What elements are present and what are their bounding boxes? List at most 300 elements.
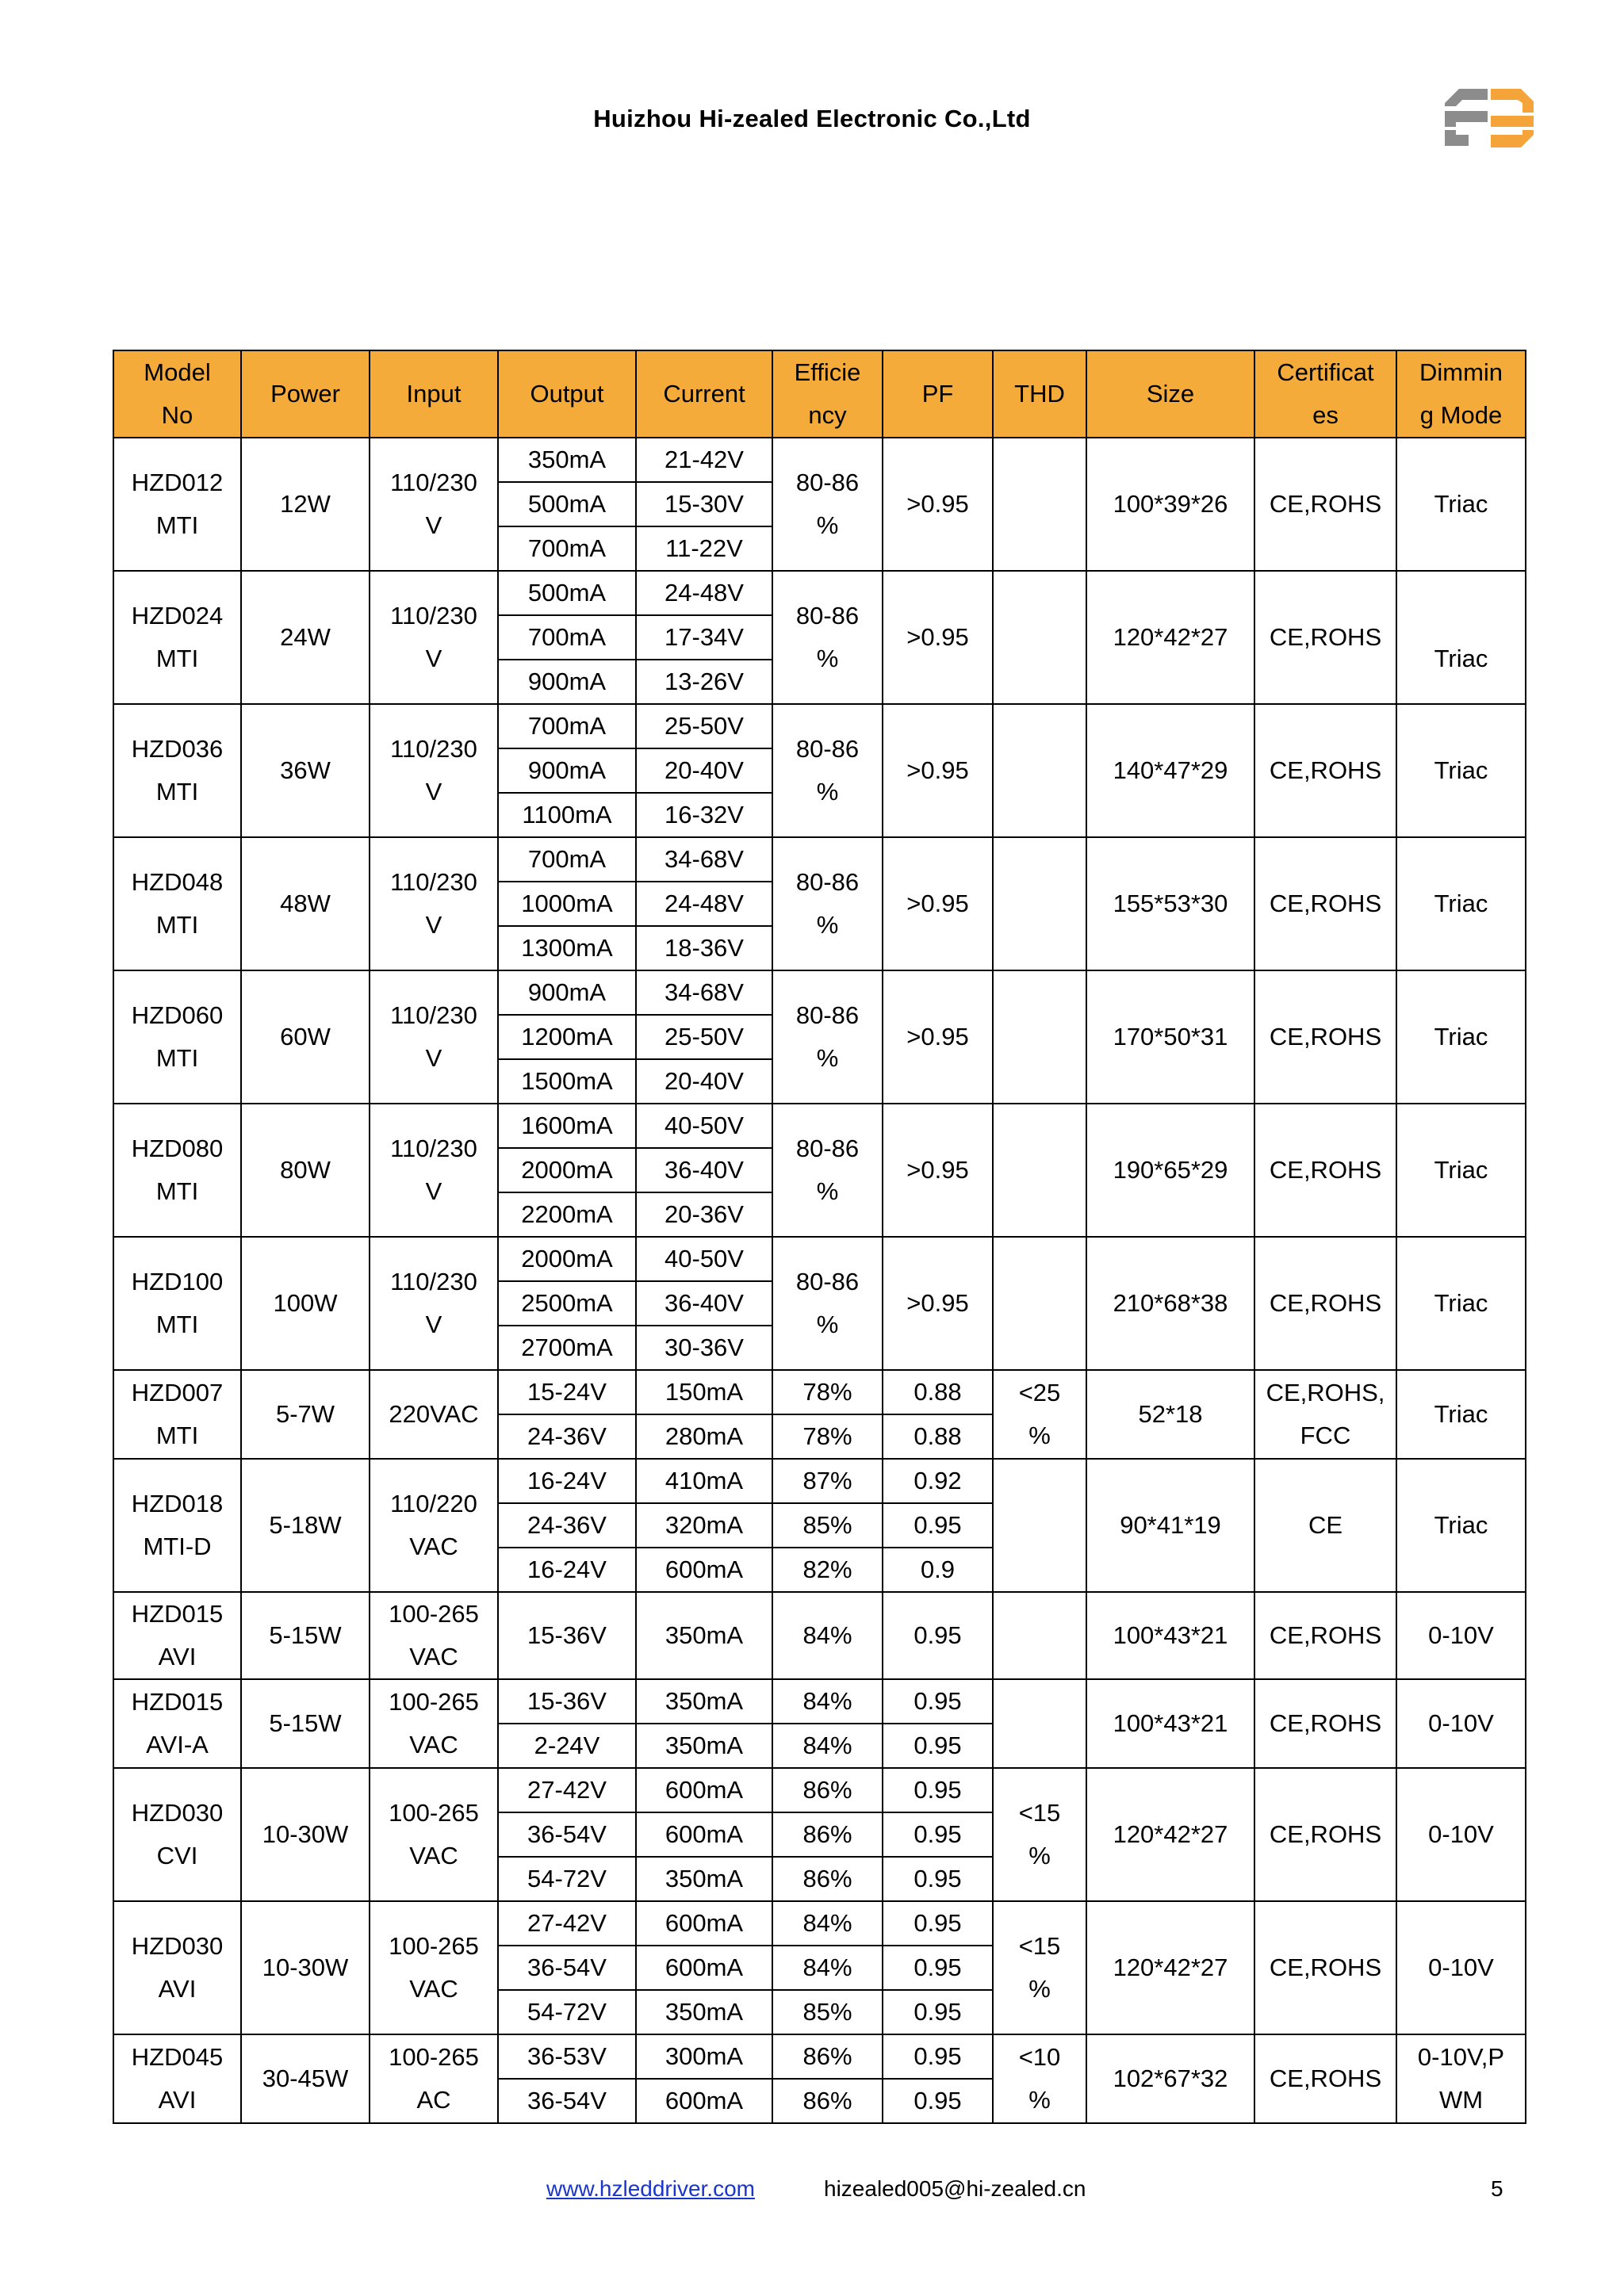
current-cell-text: 600mA xyxy=(665,1909,744,1937)
table-row xyxy=(113,438,1526,482)
current-cell-text: 40-50V xyxy=(665,1112,744,1139)
current-cell xyxy=(636,571,772,615)
table-row xyxy=(113,2034,1526,2079)
table-row xyxy=(113,571,1526,615)
efficiency-cell-text: 86% xyxy=(802,1776,852,1804)
output-cell-text: 2000mA xyxy=(521,1156,613,1184)
page-number: 5 xyxy=(1491,2176,1503,2201)
current-cell xyxy=(636,1901,772,1946)
efficiency-cell xyxy=(772,837,883,970)
dimming-mode-cell-text: 0-10V xyxy=(1428,1621,1494,1649)
efficiency-cell-text: 84% xyxy=(802,1732,852,1759)
dimming-mode-cell xyxy=(1396,1679,1526,1768)
output-cell-text: 27-42V xyxy=(527,1776,607,1804)
power-cell xyxy=(241,704,370,837)
current-cell xyxy=(636,1946,772,1990)
current-cell-text: 34-68V xyxy=(665,845,744,873)
pf-cell xyxy=(883,1370,993,1414)
input-cell xyxy=(370,704,498,837)
current-cell xyxy=(636,1592,772,1679)
dimming-mode-cell-text: Triac xyxy=(1434,645,1488,672)
input-cell-text: 110/230 V xyxy=(390,868,477,939)
size-cell-text: 120*42*27 xyxy=(1113,623,1228,651)
thd-cell xyxy=(993,1592,1086,1679)
input-cell xyxy=(370,1679,498,1768)
header-pf xyxy=(883,350,993,438)
current-cell-text: 350mA xyxy=(665,1732,744,1759)
current-cell xyxy=(636,482,772,526)
current-cell-text: 350mA xyxy=(665,1865,744,1892)
pf-cell-text: 0.95 xyxy=(914,1998,962,2026)
output-cell-text: 500mA xyxy=(527,490,607,518)
certificates-cell xyxy=(1254,1459,1396,1592)
pf-cell xyxy=(883,1237,993,1370)
efficiency-cell xyxy=(772,1990,883,2034)
company-name: Huizhou Hi-zealed Electronic Co.,Ltd xyxy=(593,105,1031,132)
thd-cell xyxy=(993,1901,1086,2034)
input-cell xyxy=(370,571,498,704)
model-cell xyxy=(113,1679,241,1768)
model-cell-text: HZD036 MTI xyxy=(131,735,224,806)
model-cell-text: HZD060 MTI xyxy=(131,1001,224,1072)
size-cell xyxy=(1086,1237,1254,1370)
power-cell xyxy=(241,571,370,704)
output-cell xyxy=(498,1946,636,1990)
efficiency-cell-text: 82% xyxy=(802,1556,852,1583)
output-cell xyxy=(498,438,636,482)
output-cell-text: 1100mA xyxy=(522,801,612,828)
size-cell xyxy=(1086,1592,1254,1679)
power-cell-text: 5-18W xyxy=(269,1511,342,1539)
output-cell-text: 36-54V xyxy=(527,2087,607,2114)
current-cell-text: 17-34V xyxy=(665,623,744,651)
current-cell-text: 11-22V xyxy=(665,534,743,562)
pf-cell-text: 0.95 xyxy=(914,1687,962,1715)
model-cell xyxy=(113,704,241,837)
efficiency-cell xyxy=(772,1857,883,1901)
thd-cell xyxy=(993,438,1086,571)
output-cell-text: 2000mA xyxy=(521,1245,613,1272)
output-cell-text: 15-36V xyxy=(527,1621,607,1649)
input-cell-text: 110/230 V xyxy=(390,1268,477,1338)
current-cell-text: 25-50V xyxy=(665,712,744,740)
current-cell xyxy=(636,882,772,926)
efficiency-cell-text: 80-86 % xyxy=(795,469,860,539)
output-cell xyxy=(498,882,636,926)
current-cell-text: 300mA xyxy=(665,2042,744,2070)
size-cell-text: 90*41*19 xyxy=(1120,1511,1221,1539)
certificates-cell xyxy=(1254,1370,1396,1459)
output-cell xyxy=(498,1148,636,1192)
input-cell-text: 100-265 VAC xyxy=(389,1932,479,2003)
current-cell-text: 30-36V xyxy=(665,1334,744,1361)
current-cell-text: 13-26V xyxy=(665,668,744,695)
output-cell xyxy=(498,1237,636,1281)
current-cell-text: 25-50V xyxy=(665,1023,744,1050)
efficiency-cell xyxy=(772,438,883,571)
pf-cell xyxy=(883,1503,993,1548)
model-cell-text: HZD024 MTI xyxy=(131,602,224,672)
efficiency-cell xyxy=(772,1503,883,1548)
certificates-cell-text: CE,ROHS xyxy=(1269,756,1382,784)
output-cell-text: 1000mA xyxy=(521,890,613,917)
efficiency-cell-text: 87% xyxy=(802,1467,852,1494)
efficiency-cell xyxy=(772,571,883,704)
output-cell-text: 36-54V xyxy=(527,1820,607,1848)
output-cell xyxy=(498,837,636,882)
output-cell xyxy=(498,615,636,660)
power-cell xyxy=(241,1104,370,1237)
power-cell xyxy=(241,1901,370,2034)
current-cell xyxy=(636,1059,772,1104)
output-cell xyxy=(498,1104,636,1148)
input-cell xyxy=(370,1370,498,1459)
dimming-mode-cell-text: Triac xyxy=(1434,890,1488,917)
efficiency-cell-text: 78% xyxy=(802,1378,852,1406)
thd-cell-text: <25 % xyxy=(1018,1379,1061,1449)
efficiency-cell-text: 86% xyxy=(802,2087,852,2114)
current-cell xyxy=(636,2034,772,2079)
output-cell-text: 700mA xyxy=(527,534,607,562)
current-cell xyxy=(636,1724,772,1768)
logo-orange-mark xyxy=(1491,89,1534,147)
current-cell xyxy=(636,1679,772,1724)
input-cell xyxy=(370,837,498,970)
website-link[interactable]: www.hzleddriver.com xyxy=(546,2176,755,2201)
input-cell xyxy=(370,1237,498,1370)
efficiency-cell xyxy=(772,704,883,837)
efficiency-cell-text: 86% xyxy=(802,1820,852,1848)
current-cell xyxy=(636,837,772,882)
model-cell-text: HZD030 CVI xyxy=(131,1799,224,1869)
size-cell xyxy=(1086,1104,1254,1237)
size-cell-text: 190*65*29 xyxy=(1113,1156,1228,1184)
power-cell xyxy=(241,2034,370,2123)
output-cell xyxy=(498,1192,636,1237)
pf-cell xyxy=(883,1946,993,1990)
header-efficiency-text: Efficie ncy xyxy=(794,358,861,429)
output-cell xyxy=(498,1015,636,1059)
thd-cell xyxy=(993,1370,1086,1459)
output-cell-text: 1300mA xyxy=(521,934,613,962)
dimming-mode-cell-text: Triac xyxy=(1434,756,1488,784)
pf-cell xyxy=(883,1857,993,1901)
certificates-cell-text: CE,ROHS xyxy=(1269,490,1382,518)
size-cell-text: 100*43*21 xyxy=(1113,1709,1228,1737)
efficiency-cell xyxy=(772,1104,883,1237)
pf-cell xyxy=(883,1414,993,1459)
output-cell-text: 700mA xyxy=(527,712,607,740)
input-cell-text: 110/230 V xyxy=(390,602,477,672)
dimming-mode-cell-text: 0-10V,P WM xyxy=(1417,2043,1505,2114)
output-cell-text: 54-72V xyxy=(527,1998,607,2026)
pf-cell-text: >0.95 xyxy=(906,1156,969,1184)
efficiency-cell-text: 86% xyxy=(802,2042,852,2070)
thd-cell xyxy=(993,1679,1086,1768)
current-cell-text: 21-42V xyxy=(665,446,744,473)
model-cell-text: HZD015 AVI-A xyxy=(131,1688,224,1758)
power-cell-text: 10-30W xyxy=(262,1954,349,1981)
current-cell xyxy=(636,1281,772,1326)
input-cell-text: 100-265 VAC xyxy=(389,1688,479,1758)
dimming-mode-cell-text: 0-10V xyxy=(1428,1954,1494,1981)
table-row xyxy=(113,1370,1526,1414)
model-cell-text: HZD080 MTI xyxy=(131,1135,224,1205)
input-cell xyxy=(370,1104,498,1237)
output-cell xyxy=(498,526,636,571)
current-cell-text: 16-32V xyxy=(665,801,744,828)
efficiency-cell xyxy=(772,2034,883,2079)
power-cell xyxy=(241,438,370,571)
company-logo xyxy=(1442,79,1537,155)
model-cell-text: HZD012 MTI xyxy=(131,469,224,539)
header-model-no-text: Model No xyxy=(144,358,211,429)
certificates-cell-text: CE,ROHS, FCC xyxy=(1266,1379,1385,1449)
current-cell-text: 350mA xyxy=(665,1621,744,1649)
output-cell-text: 900mA xyxy=(527,668,607,695)
dimming-mode-cell-text: 0-10V xyxy=(1428,1709,1494,1737)
output-cell-text: 36-53V xyxy=(527,2042,607,2070)
table-row xyxy=(113,970,1526,1015)
current-cell-text: 410mA xyxy=(665,1467,744,1494)
size-cell-text: 102*67*32 xyxy=(1113,2064,1228,2092)
header-model-no xyxy=(113,350,241,438)
table-row xyxy=(113,1104,1526,1148)
current-cell xyxy=(636,1768,772,1812)
model-cell-text: HZD015 AVI xyxy=(131,1600,224,1670)
current-cell xyxy=(636,1326,772,1370)
header-size xyxy=(1086,350,1254,438)
certificates-cell xyxy=(1254,1237,1396,1370)
output-cell xyxy=(498,970,636,1015)
output-cell xyxy=(498,571,636,615)
certificates-cell-text: CE,ROHS xyxy=(1269,1621,1382,1649)
power-cell-text: 5-15W xyxy=(269,1709,342,1737)
output-cell xyxy=(498,2079,636,2123)
current-cell xyxy=(636,615,772,660)
header-certificates-text: Certificat es xyxy=(1277,358,1374,429)
pf-cell xyxy=(883,1901,993,1946)
size-cell xyxy=(1086,438,1254,571)
model-cell-text: HZD045 AVI xyxy=(131,2043,224,2114)
thd-cell xyxy=(993,1237,1086,1370)
efficiency-cell xyxy=(772,1768,883,1812)
pf-cell xyxy=(883,1768,993,1812)
efficiency-cell-text: 80-86 % xyxy=(795,602,860,672)
dimming-mode-cell-text: Triac xyxy=(1434,1511,1488,1539)
power-cell-text: 5-15W xyxy=(269,1621,342,1649)
size-cell xyxy=(1086,704,1254,837)
dimming-mode-cell-text: Triac xyxy=(1434,1023,1488,1050)
current-cell-text: 15-30V xyxy=(665,490,744,518)
size-cell-text: 120*42*27 xyxy=(1113,1954,1228,1981)
output-cell-text: 2200mA xyxy=(521,1200,613,1228)
header-power-text: Power xyxy=(270,380,340,408)
current-cell xyxy=(636,1857,772,1901)
dimming-mode-cell xyxy=(1396,704,1526,837)
size-cell xyxy=(1086,837,1254,970)
pf-cell-text: 0.88 xyxy=(914,1378,962,1406)
certificates-cell-text: CE,ROHS xyxy=(1269,1954,1382,1981)
current-cell xyxy=(636,970,772,1015)
model-cell xyxy=(113,1901,241,2034)
dimming-mode-cell xyxy=(1396,1104,1526,1237)
size-cell-text: 100*43*21 xyxy=(1113,1621,1228,1649)
efficiency-cell-text: 80-86 % xyxy=(795,868,860,939)
table-row xyxy=(113,837,1526,882)
current-cell-text: 34-68V xyxy=(665,978,744,1006)
efficiency-cell-text: 80-86 % xyxy=(795,1135,860,1205)
header-size-text: Size xyxy=(1146,380,1195,408)
pf-cell xyxy=(883,1724,993,1768)
certificates-cell-text: CE,ROHS xyxy=(1269,1023,1382,1050)
current-cell xyxy=(636,1414,772,1459)
table-row xyxy=(113,1679,1526,1724)
efficiency-cell xyxy=(772,1901,883,1946)
pf-cell xyxy=(883,1548,993,1592)
input-cell-text: 110/220 VAC xyxy=(390,1490,477,1560)
dimming-mode-cell xyxy=(1396,837,1526,970)
size-cell-text: 155*53*30 xyxy=(1113,890,1228,917)
certificates-cell-text: CE xyxy=(1308,1511,1343,1539)
dimming-mode-cell-text: 0-10V xyxy=(1428,1820,1494,1848)
model-cell xyxy=(113,1370,241,1459)
output-cell-text: 24-36V xyxy=(527,1511,607,1539)
model-cell xyxy=(113,2034,241,2123)
efficiency-cell xyxy=(772,1459,883,1503)
output-cell xyxy=(498,2034,636,2079)
efficiency-cell-text: 80-86 % xyxy=(795,1001,860,1072)
logo-gray-mark xyxy=(1445,89,1488,146)
input-cell xyxy=(370,438,498,571)
efficiency-cell xyxy=(772,1237,883,1370)
power-cell-text: 30-45W xyxy=(262,2064,349,2092)
thd-cell xyxy=(993,2034,1086,2123)
output-cell xyxy=(498,1857,636,1901)
input-cell-text: 100-265 VAC xyxy=(389,1600,479,1670)
pf-cell xyxy=(883,970,993,1104)
current-cell-text: 600mA xyxy=(665,1954,744,1981)
power-cell xyxy=(241,970,370,1104)
model-cell xyxy=(113,837,241,970)
efficiency-cell xyxy=(772,1370,883,1414)
current-cell-text: 24-48V xyxy=(665,890,744,917)
current-cell xyxy=(636,526,772,571)
model-cell xyxy=(113,1768,241,1901)
size-cell xyxy=(1086,2034,1254,2123)
current-cell xyxy=(636,1104,772,1148)
efficiency-cell-text: 80-86 % xyxy=(795,1268,860,1338)
model-cell xyxy=(113,1104,241,1237)
power-cell xyxy=(241,1679,370,1768)
certificates-cell xyxy=(1254,1679,1396,1768)
size-cell xyxy=(1086,1901,1254,2034)
efficiency-cell-text: 84% xyxy=(802,1621,852,1649)
thd-cell-text: <15 % xyxy=(1018,1799,1061,1869)
header-dimming-mode-text: Dimmin g Mode xyxy=(1419,358,1503,429)
certificates-cell xyxy=(1254,1592,1396,1679)
dimming-mode-cell xyxy=(1396,1901,1526,2034)
certificates-cell xyxy=(1254,2034,1396,2123)
model-cell xyxy=(113,571,241,704)
dimming-mode-cell xyxy=(1396,2034,1526,2123)
certificates-cell-text: CE,ROHS xyxy=(1269,623,1382,651)
dimming-mode-cell-text: Triac xyxy=(1434,1156,1488,1184)
pf-cell-text: 0.95 xyxy=(914,1954,962,1981)
current-cell xyxy=(636,748,772,793)
output-cell xyxy=(498,926,636,970)
certificates-cell xyxy=(1254,704,1396,837)
header-output xyxy=(498,350,636,438)
dimming-mode-cell xyxy=(1396,1370,1526,1459)
output-cell xyxy=(498,704,636,748)
efficiency-cell xyxy=(772,1548,883,1592)
efficiency-cell-text: 84% xyxy=(802,1954,852,1981)
certificates-cell-text: CE,ROHS xyxy=(1269,890,1382,917)
dimming-mode-cell xyxy=(1396,1768,1526,1901)
dimming-mode-cell xyxy=(1396,970,1526,1104)
pf-cell xyxy=(883,2034,993,2079)
current-cell-text: 600mA xyxy=(665,2087,744,2114)
output-cell xyxy=(498,660,636,704)
output-cell-text: 15-24V xyxy=(527,1378,607,1406)
header-thd-text: THD xyxy=(1014,380,1065,408)
model-cell xyxy=(113,1459,241,1592)
pf-cell-text: >0.95 xyxy=(906,756,969,784)
current-cell-text: 20-40V xyxy=(665,1067,744,1095)
dimming-mode-cell-text: Triac xyxy=(1434,490,1488,518)
current-cell-text: 36-40V xyxy=(665,1289,744,1317)
pf-cell-text: 0.95 xyxy=(914,1511,962,1539)
certificates-cell xyxy=(1254,1768,1396,1901)
size-cell xyxy=(1086,571,1254,704)
size-cell xyxy=(1086,1679,1254,1768)
certificates-cell-text: CE,ROHS xyxy=(1269,1820,1382,1848)
pf-cell-text: 0.95 xyxy=(914,1621,962,1649)
size-cell-text: 52*18 xyxy=(1138,1400,1203,1428)
current-cell xyxy=(636,1370,772,1414)
output-cell xyxy=(498,1459,636,1503)
current-cell-text: 350mA xyxy=(665,1687,744,1715)
input-cell-text: 100-265 VAC xyxy=(389,1799,479,1869)
header-power xyxy=(241,350,370,438)
pf-cell-text: >0.95 xyxy=(906,490,969,518)
power-cell-text: 10-30W xyxy=(262,1820,349,1848)
current-cell-text: 320mA xyxy=(665,1511,744,1539)
output-cell xyxy=(498,793,636,837)
efficiency-cell-text: 78% xyxy=(802,1422,852,1450)
table-row xyxy=(113,1768,1526,1812)
current-cell xyxy=(636,2079,772,2123)
model-cell-text: HZD048 MTI xyxy=(131,868,224,939)
pf-cell xyxy=(883,1990,993,2034)
thd-cell xyxy=(993,571,1086,704)
certificates-cell xyxy=(1254,438,1396,571)
pf-cell-text: 0.95 xyxy=(914,1865,962,1892)
pf-cell-text: >0.95 xyxy=(906,1289,969,1317)
output-cell-text: 2-24V xyxy=(534,1732,600,1759)
pf-cell xyxy=(883,1592,993,1679)
power-cell xyxy=(241,1592,370,1679)
model-cell-text: HZD030 AVI xyxy=(131,1932,224,2003)
thd-cell xyxy=(993,704,1086,837)
output-cell-text: 1600mA xyxy=(521,1112,613,1139)
size-cell xyxy=(1086,1768,1254,1901)
size-cell-text: 100*39*26 xyxy=(1113,490,1228,518)
current-cell-text: 350mA xyxy=(665,1998,744,2026)
certificates-cell xyxy=(1254,837,1396,970)
header-current-text: Current xyxy=(663,380,745,408)
